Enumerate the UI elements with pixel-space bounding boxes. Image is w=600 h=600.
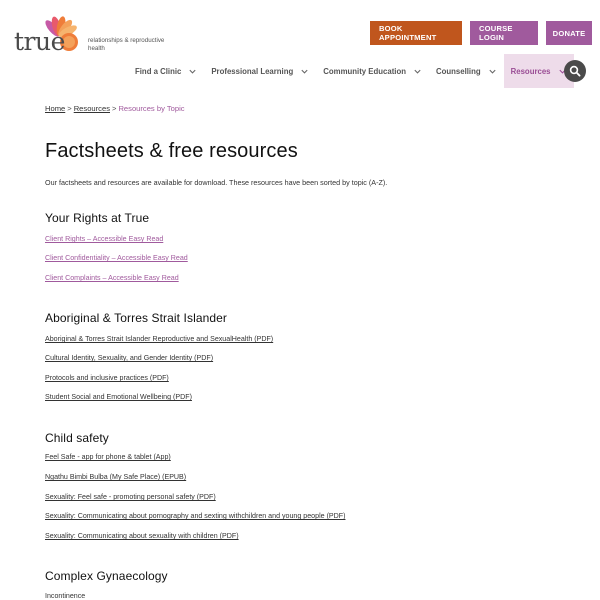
nav-item-professional-learning[interactable] bbox=[204, 54, 316, 88]
resource-link[interactable]: Ngathu Bimbi Bulba (My Safe Place) (EPUB) bbox=[45, 473, 187, 481]
nav-item-label: Professional Learning bbox=[211, 66, 294, 76]
nav-item-community-education[interactable] bbox=[316, 54, 429, 88]
true-logo[interactable] bbox=[14, 14, 164, 56]
resource-link[interactable]: Client Rights – Accessible Easy Read bbox=[45, 235, 164, 243]
chevron-down-icon bbox=[188, 67, 197, 76]
resource-link[interactable]: Sexuality: Feel safe - promoting personal safety (PDF) bbox=[45, 493, 216, 501]
chevron-down-icon bbox=[488, 67, 497, 76]
breadcrumb-separator: > bbox=[112, 104, 117, 113]
resource-link[interactable]: Protocols and inclusive practices (PDF) bbox=[45, 374, 169, 382]
resource-link[interactable]: Sexuality: Communicating about pornography and sexting withchildren and young people (PDF) bbox=[45, 512, 346, 520]
breadcrumb-separator: > bbox=[67, 104, 72, 113]
breadcrumb-home-link[interactable]: Home bbox=[45, 104, 66, 113]
resource-link[interactable]: Feel Safe - app for phone & tablet (App) bbox=[45, 453, 171, 461]
nav-item-label: Resources bbox=[510, 66, 551, 76]
section-heading-aboriginal: Aboriginal & Torres Strait Islander bbox=[45, 311, 228, 325]
resource-item: Incontinence bbox=[45, 592, 86, 600]
section-heading-rights: Your Rights at True bbox=[45, 211, 150, 225]
resource-link[interactable]: Sexuality: Communicating about sexuality with children (PDF) bbox=[45, 532, 239, 540]
top-actions bbox=[370, 21, 592, 45]
resource-link[interactable]: Client Confidentiality – Accessible Easy Read bbox=[45, 254, 188, 262]
resource-link[interactable]: Client Complaints – Accessible Easy Read bbox=[45, 274, 179, 282]
nav-item-counselling[interactable] bbox=[429, 54, 504, 88]
nav-item-label: Community Education bbox=[323, 66, 406, 76]
nav-item-label: Counselling bbox=[436, 66, 481, 76]
site-header bbox=[0, 0, 600, 92]
resource-link[interactable]: Cultural Identity, Sexuality, and Gender Identity (PDF) bbox=[45, 354, 214, 362]
logo-tagline: relationships & reproductive health bbox=[88, 37, 165, 52]
chevron-down-icon bbox=[413, 67, 422, 76]
resource-link[interactable]: Aboriginal & Torres Strait Islander Reproductive and SexualHealth (PDF) bbox=[45, 335, 274, 343]
breadcrumb-resources-link[interactable]: Resources bbox=[73, 104, 110, 113]
nav-item-label: Find a Clinic bbox=[135, 66, 182, 76]
section-heading-child-safety: Child safety bbox=[45, 431, 109, 445]
breadcrumb-current: Resources by Topic bbox=[118, 104, 185, 113]
chevron-down-icon bbox=[300, 67, 309, 76]
page-title: Factsheets & free resources bbox=[45, 140, 298, 162]
resource-link[interactable]: Student Social and Emotional Wellbeing (PDF) bbox=[45, 393, 192, 401]
section-heading-gynaecology: Complex Gynaecology bbox=[45, 569, 168, 583]
breadcrumb bbox=[45, 104, 185, 113]
book-appointment-button[interactable]: BOOK APPOINTMENT bbox=[370, 21, 462, 45]
donate-button[interactable]: DONATE bbox=[546, 21, 592, 45]
nav-item-find-a-clinic[interactable] bbox=[128, 54, 204, 88]
main-nav bbox=[128, 54, 574, 88]
course-login-button[interactable]: COURSE LOGIN bbox=[470, 21, 538, 45]
logo-wordmark: true bbox=[14, 27, 65, 56]
intro-text: Our factsheets and resources are available for download. These resources have been sorted by topic (A-Z). bbox=[45, 178, 388, 187]
search-button[interactable] bbox=[564, 60, 586, 82]
search-icon bbox=[569, 65, 581, 77]
